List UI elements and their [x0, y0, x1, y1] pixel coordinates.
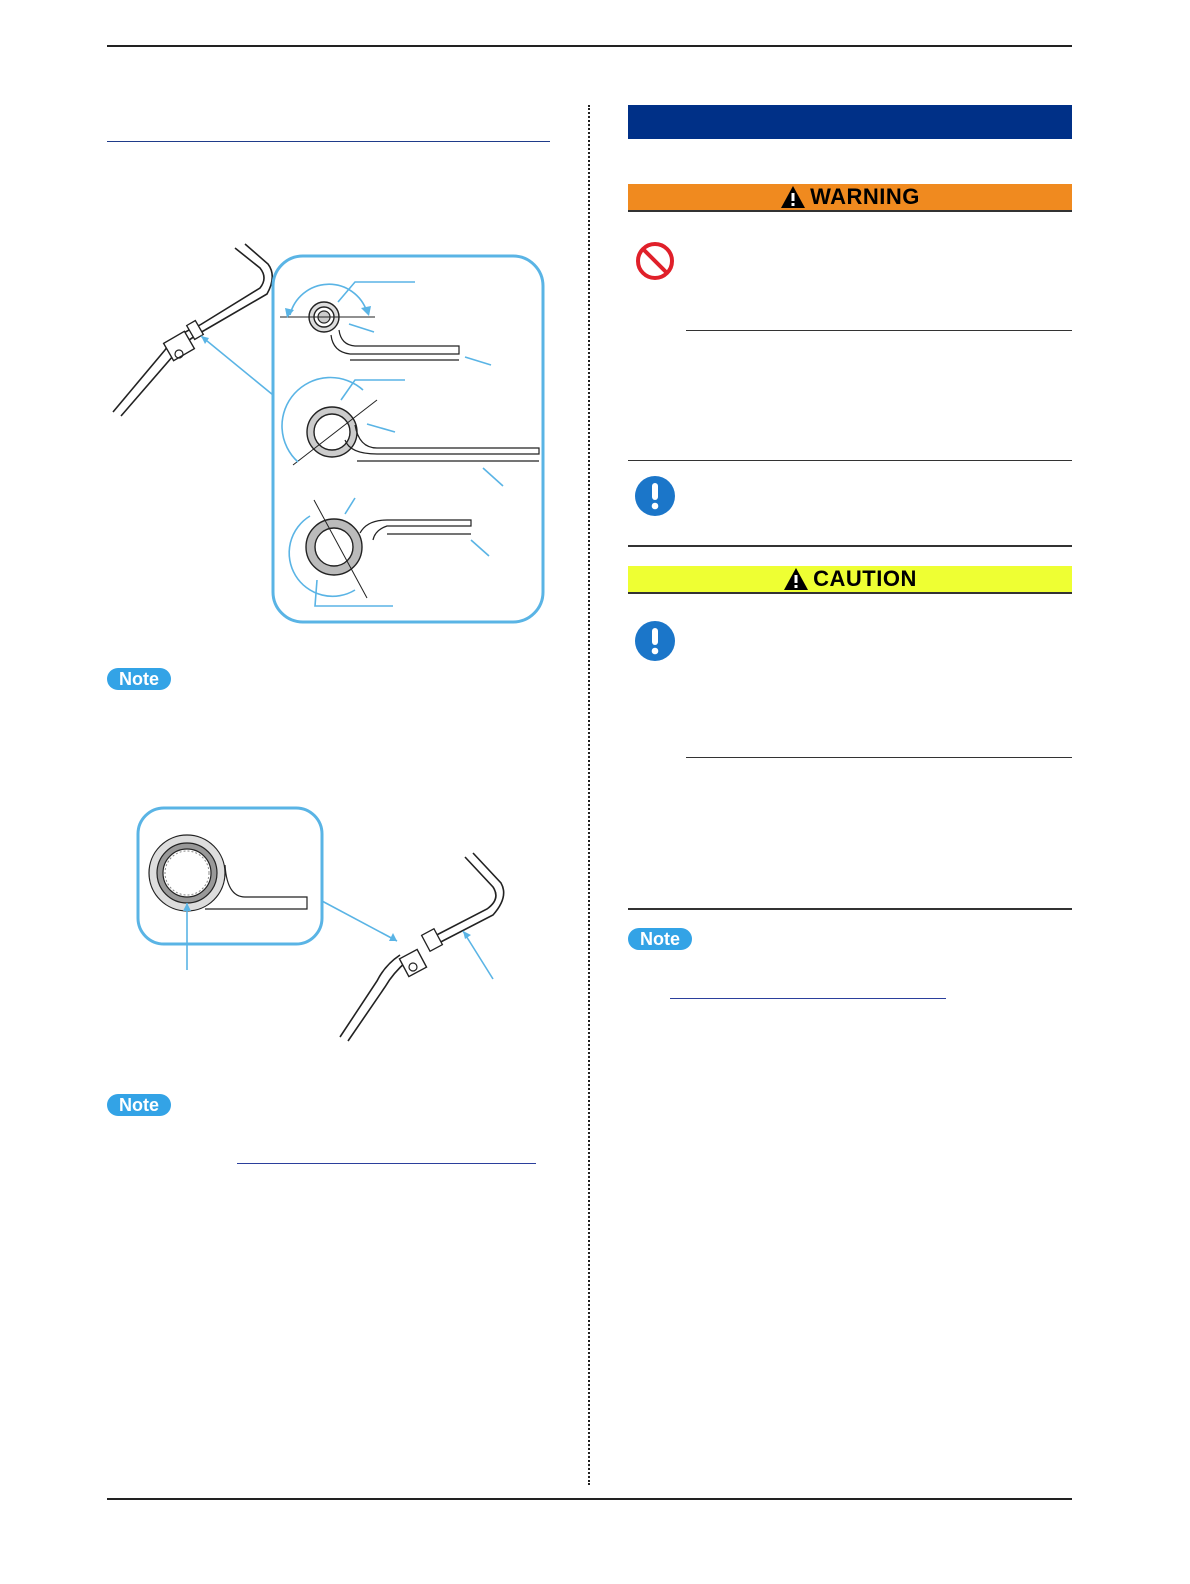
warning-triangle-icon — [783, 567, 809, 591]
warning-subsection-rule — [686, 330, 1072, 331]
caution-divider — [628, 908, 1072, 910]
left-section-heading-rule — [107, 141, 550, 142]
exclamation-icon — [634, 475, 676, 517]
warning-divider-2 — [628, 545, 1072, 547]
warning-divider-1 — [628, 460, 1072, 461]
right-reference-link[interactable] — [670, 998, 946, 999]
spring-assembly-illustration — [105, 240, 550, 630]
left-reference-link[interactable] — [237, 1163, 536, 1164]
warning-banner — [628, 184, 1072, 212]
prohibition-icon — [634, 240, 676, 282]
caution-label: CAUTION — [813, 566, 917, 591]
exclamation-icon — [634, 620, 676, 662]
note-badge-1: Note — [107, 668, 171, 690]
warning-triangle-icon — [780, 185, 806, 209]
caution-subsection-rule — [686, 757, 1072, 758]
page-bottom-rule — [107, 1498, 1072, 1500]
column-divider — [588, 105, 590, 1485]
pipe-cross-section-illustration — [135, 805, 505, 1050]
caution-banner — [628, 566, 1072, 594]
page-top-rule — [107, 45, 1072, 47]
note-badge-2: Note — [107, 1094, 171, 1116]
section-header-bar — [628, 105, 1072, 139]
note-badge-3: Note — [628, 928, 692, 950]
warning-label: WARNING — [810, 184, 920, 209]
